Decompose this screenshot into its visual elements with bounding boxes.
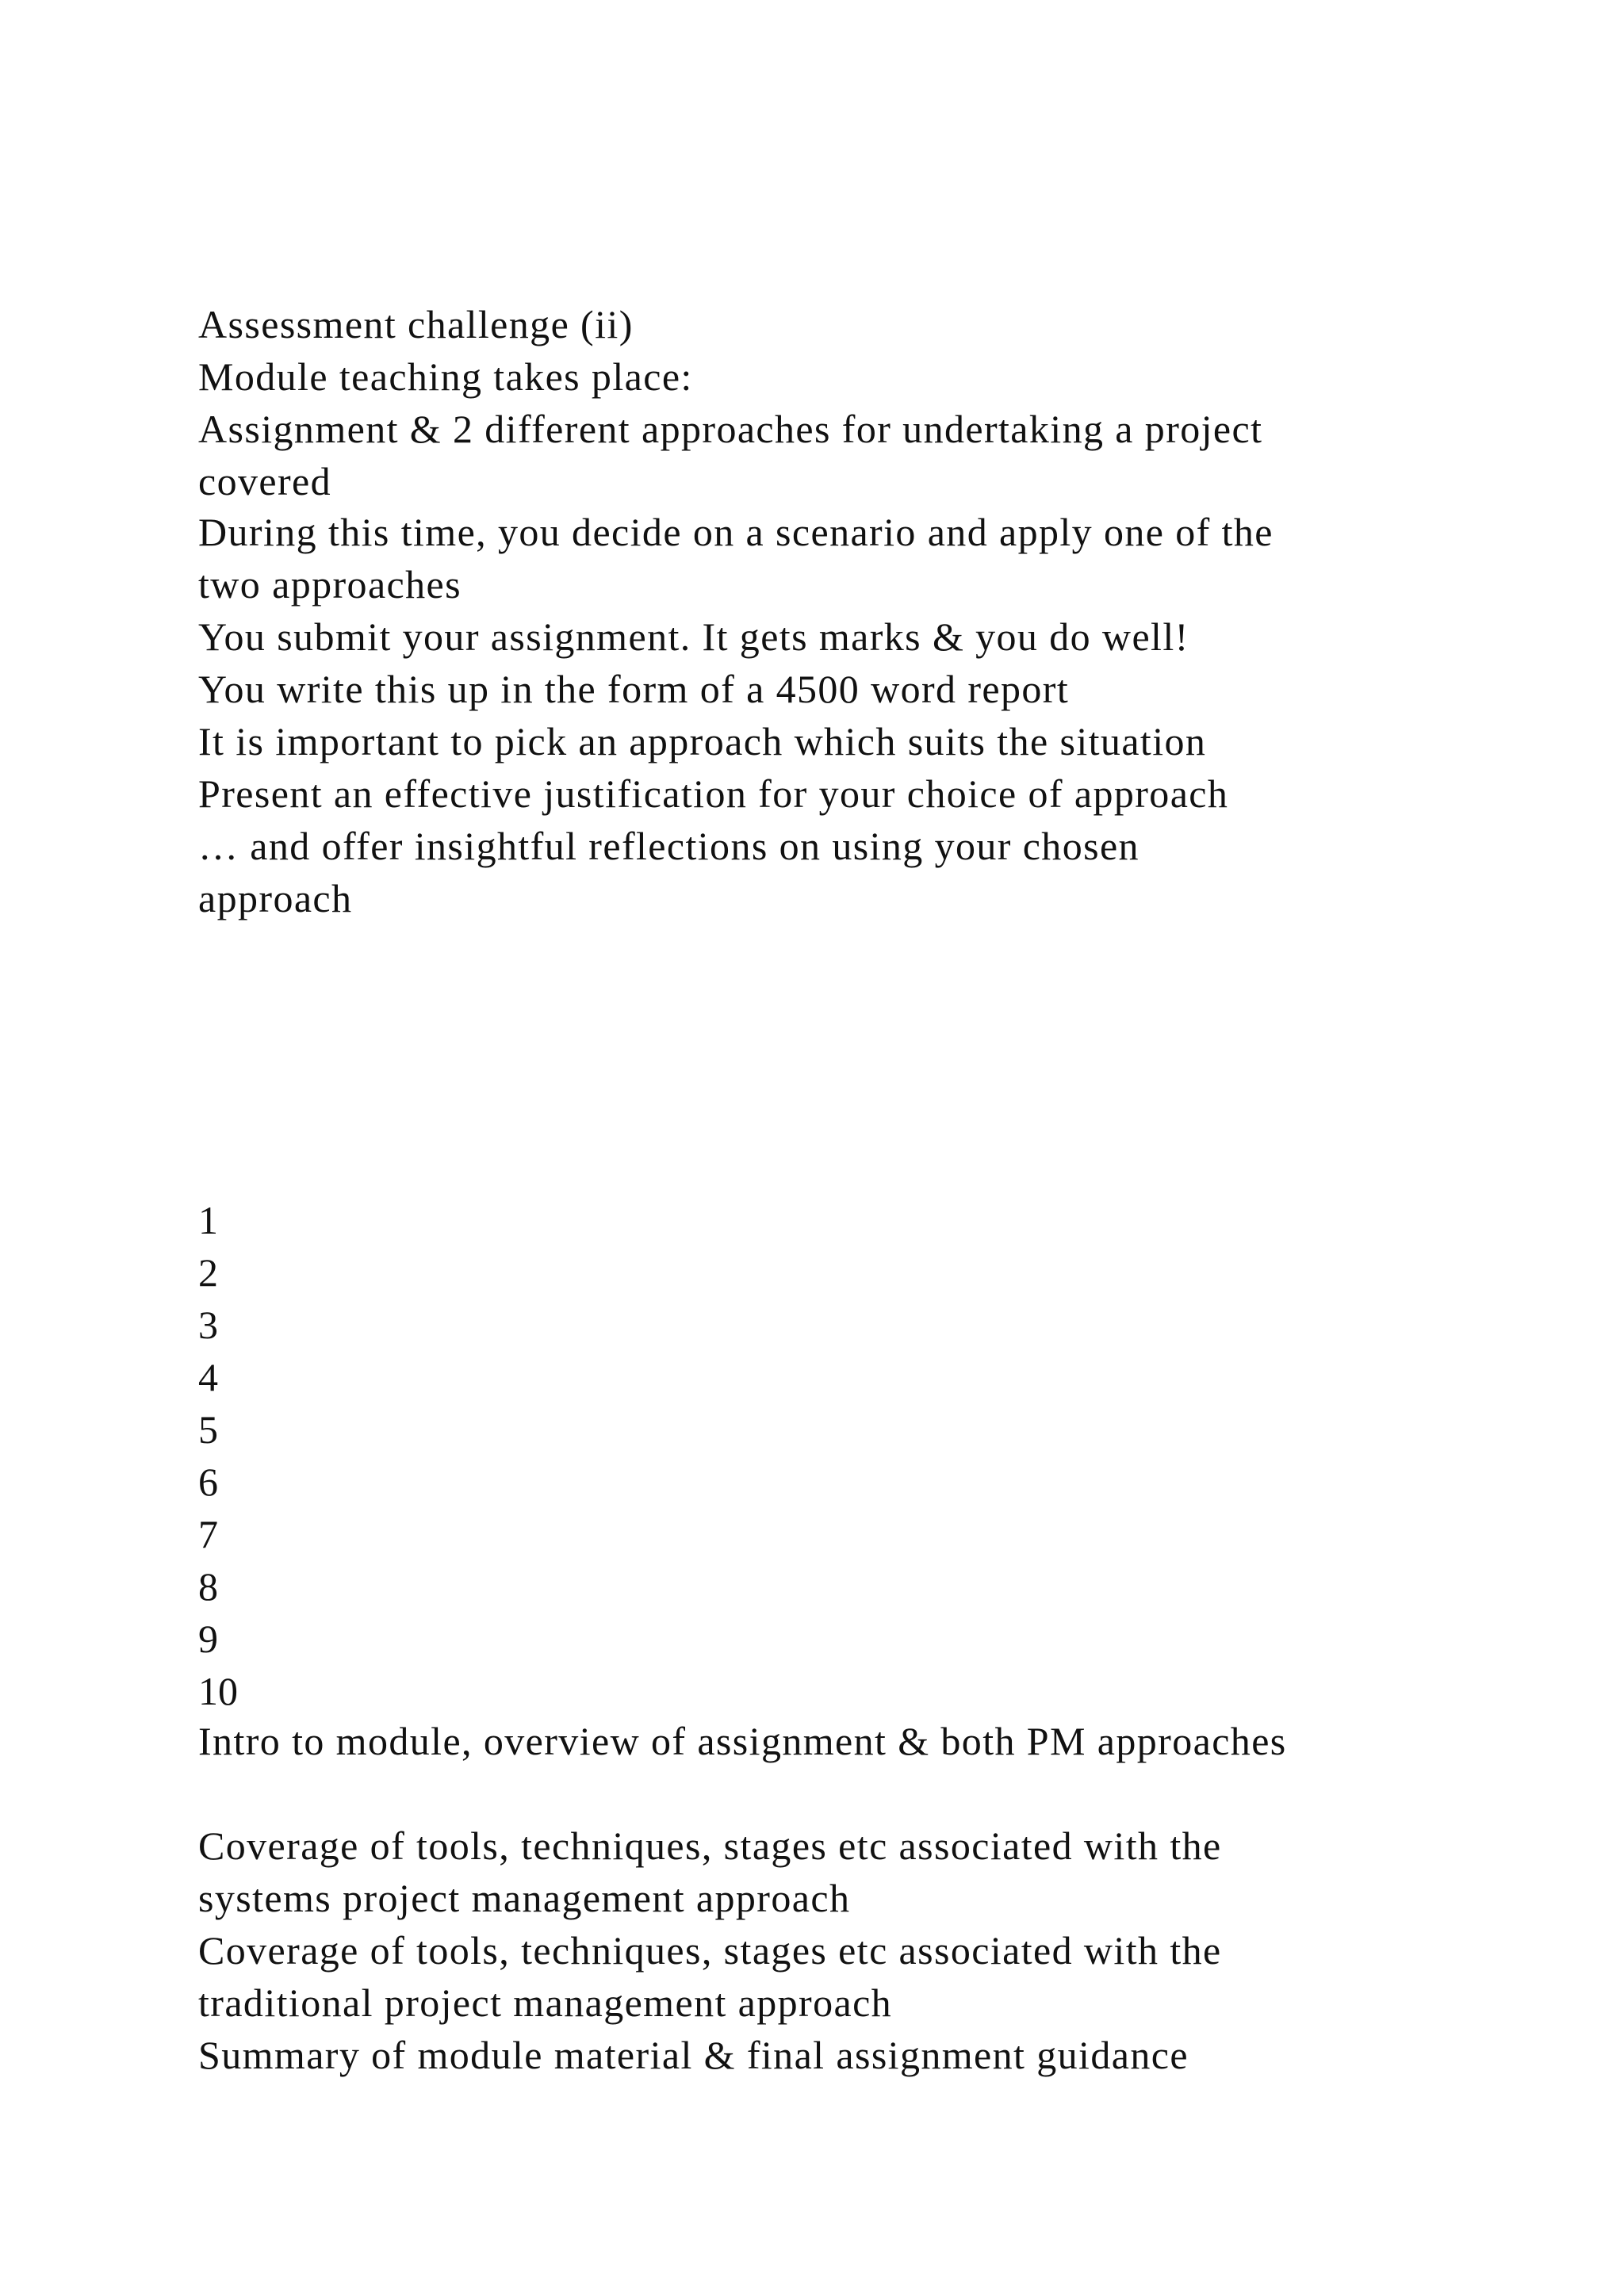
week-number: 4 [198,1355,218,1399]
week-number: 5 [198,1407,218,1452]
intro-section [198,298,1562,507]
blank-line [198,1767,1562,1820]
intro-line: covered [198,459,332,503]
week-number-list [198,1194,1562,1717]
step-line: … and offer insightful reflections on using your chosen [198,824,1139,868]
step-line: Present an effective justification for your choice of approach [198,771,1229,816]
step-line: During this time, you decide on a scenario and apply one of the [198,510,1274,554]
week-number: 7 [198,1512,218,1556]
steps-section [198,506,1562,924]
week-number: 3 [198,1303,218,1347]
intro-line: Assignment & 2 different approaches for undertaking a project [198,407,1263,451]
week-number: 2 [198,1250,218,1295]
document-title: Assessment challenge (ii) [198,302,634,346]
schedule-line: Intro to module, overview of assignment & both PM approaches [198,1719,1287,1763]
week-number: 8 [198,1564,218,1609]
schedule-line: traditional project management approach [198,1980,893,2025]
step-line: You write this up in the form of a 4500 word report [198,667,1070,711]
step-line: It is important to pick an approach which suits the situation [198,719,1207,763]
step-line: approach [198,876,353,920]
step-line: You submit your assignment. It gets marks & you do well! [198,614,1189,659]
week-number: 1 [198,1198,218,1242]
schedule-line: systems project management approach [198,1876,851,1920]
schedule-line: Coverage of tools, techniques, stages etc associated with the [198,1928,1222,1973]
week-number: 9 [198,1617,218,1661]
schedule-line: Summary of module material & final assignment guidance [198,2033,1189,2077]
schedule-line: Coverage of tools, techniques, stages etc associated with the [198,1823,1222,1868]
schedule-section [198,1715,1562,2081]
intro-line: Module teaching takes place: [198,354,693,399]
week-number: 10 [198,1669,238,1713]
week-number: 6 [198,1460,218,1504]
step-line: two approaches [198,562,462,607]
